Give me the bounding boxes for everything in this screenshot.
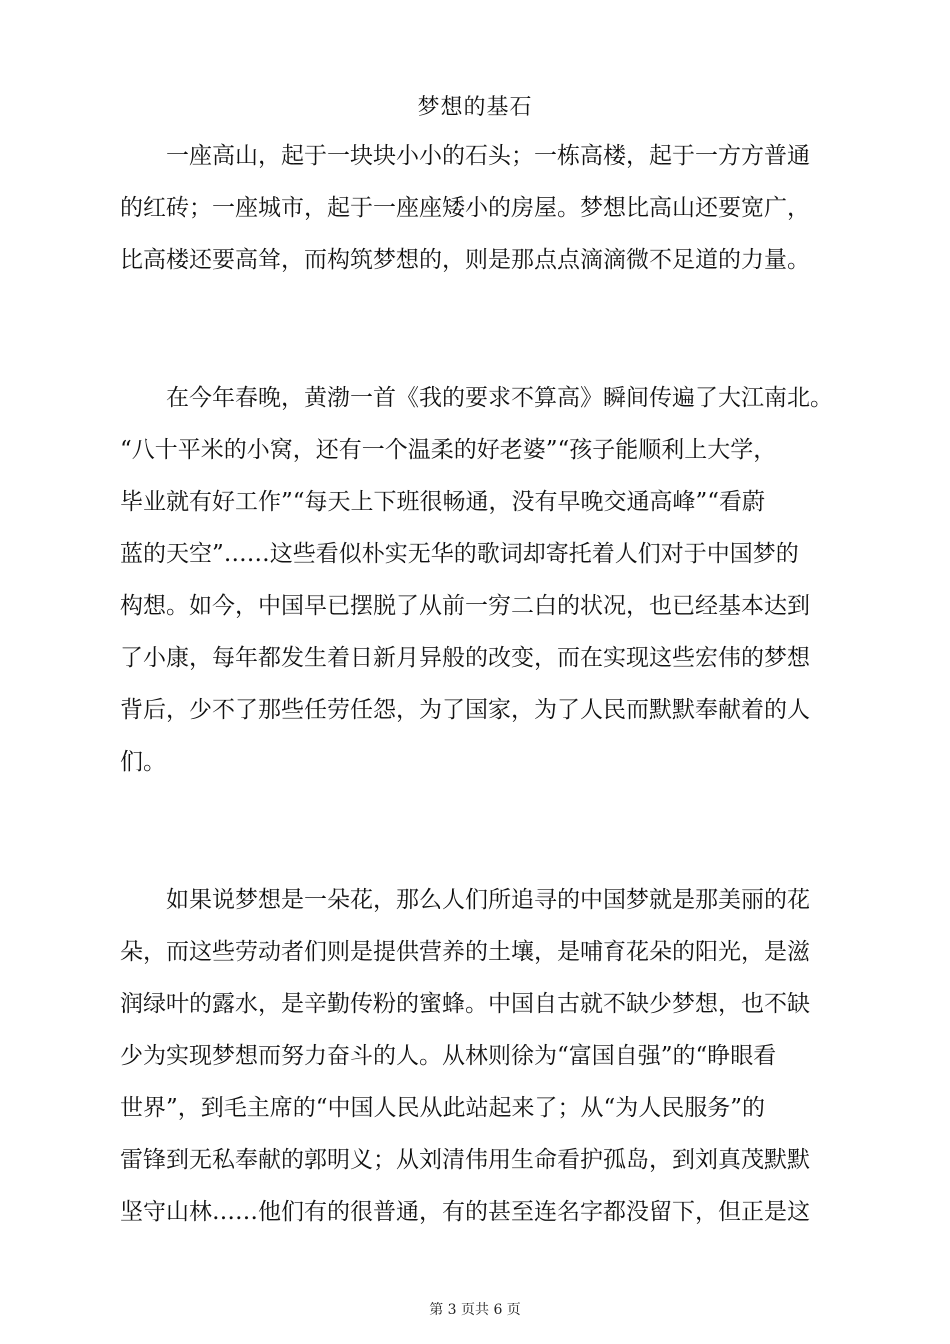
document-body: [120, 130, 840, 1238]
paragraph-line: 背后，少不了那些任劳任怨，为了国家，为了人民而默默奉献着的人: [120, 697, 810, 723]
paragraph-line: 坚守山林……他们有的很普通，有的甚至连名字都没留下，但正是这: [120, 1199, 810, 1225]
paragraph-line: 比高楼还要高耸，而构筑梦想的，则是那点点滴滴微不足道的力量。: [120, 247, 810, 273]
paragraph-line: 们。: [120, 749, 166, 775]
paragraph-line: “八十平米的小窝，还有一个温柔的好老婆”“孩子能顺利上大学，: [120, 437, 777, 463]
paragraph-line: 蓝的天空”……这些看似朴实无华的歌词却寄托着人们对于中国梦的: [120, 541, 799, 567]
paragraph-line: 少为实现梦想而努力奋斗的人。从林则徐为“富国自强”的“睁眼看: [120, 1043, 777, 1069]
document-title: 梦想的基石: [417, 95, 533, 120]
paragraph-2: [120, 372, 840, 788]
paragraph-spacer: [120, 788, 840, 874]
page-number-footer: 第 3 页共 6 页: [429, 1302, 521, 1318]
paragraph-line: 雷锋到无私奉献的郭明义；从刘清伟用生命看护孤岛，到刘真茂默默: [120, 1147, 810, 1173]
paragraph-3: [120, 874, 840, 1238]
paragraph-line: 构想。如今，中国早已摆脱了从前一穷二白的状况，也已经基本达到: [120, 593, 810, 619]
paragraph-line: 了小康，每年都发生着日新月异般的改变，而在实现这些宏伟的梦想: [120, 645, 810, 671]
paragraph-line: 的红砖；一座城市，起于一座座矮小的房屋。梦想比高山还要宽广，: [120, 195, 810, 221]
paragraph-line: 在今年春晚，黄渤一首《我的要求不算高》瞬间传遍了大江南北。: [120, 385, 833, 411]
paragraph-1: [120, 130, 840, 286]
paragraph-spacer: [120, 286, 840, 372]
paragraph-line: 朵，而这些劳动者们则是提供营养的土壤，是哺育花朵的阳光，是滋: [120, 939, 810, 965]
paragraph-line: 润绿叶的露水，是辛勤传粉的蜜蜂。中国自古就不缺少梦想，也不缺: [120, 991, 810, 1017]
paragraph-line: 世界”，到毛主席的“中国人民从此站起来了；从“为人民服务”的: [120, 1095, 766, 1121]
paragraph-line: 如果说梦想是一朵花，那么人们所追寻的中国梦就是那美丽的花: [120, 887, 810, 913]
paragraph-line: 毕业就有好工作”“每天上下班很畅通，没有早晚交通高峰”“看蔚: [120, 489, 766, 515]
paragraph-line: 一座高山，起于一块块小小的石头；一栋高楼，起于一方方普通: [120, 143, 810, 169]
